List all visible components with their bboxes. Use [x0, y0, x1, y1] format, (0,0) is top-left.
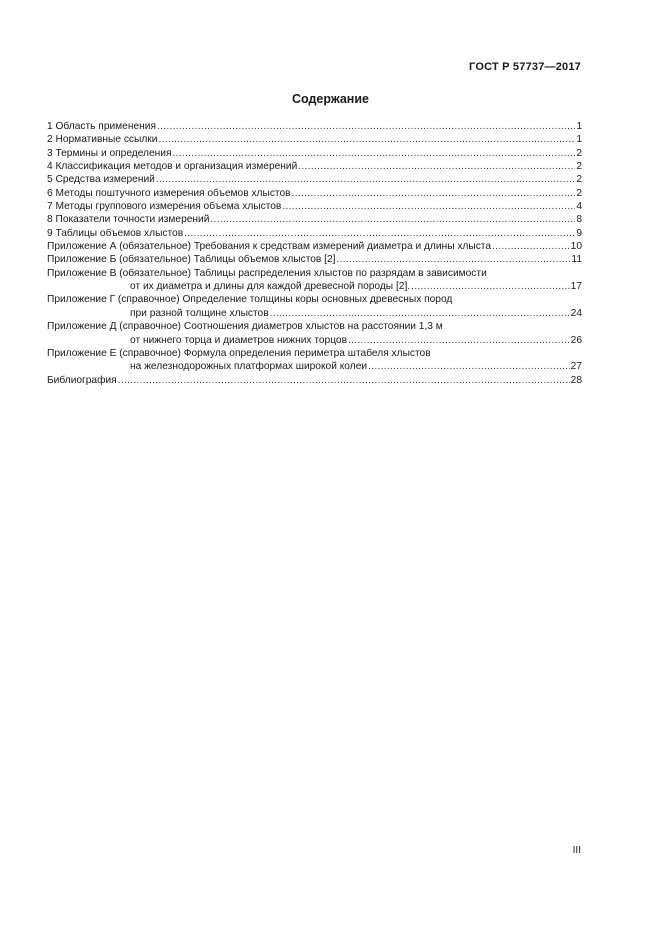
toc-entry-page: 10 [570, 241, 582, 253]
toc-entry[interactable] [47, 267, 582, 294]
toc-title: Содержание [291, 92, 369, 106]
toc-entry-text: Приложение А (обязательное) Требования к средствам измерений диаметра и длины хлыста [47, 241, 492, 253]
toc-leader-dots [270, 307, 570, 320]
toc-leader-dots [172, 147, 575, 160]
toc-leader-dots [492, 240, 570, 253]
toc-entry-text-continuation: на железнодорожных платформах широкой колеи [130, 361, 368, 373]
toc-entry-page: 28 [570, 374, 582, 386]
toc-entry-text: Приложение Г (справочное) Определение толщины коры основных древесных пород [47, 294, 453, 306]
toc-entry-page: 11 [571, 254, 582, 266]
toc-entry-text: Приложение Б (обязательное) Таблицы объемов хлыстов [2] [47, 254, 336, 266]
toc-entry-text-continuation: от нижнего торца и диаметров нижних торцов [130, 334, 348, 346]
toc-entry[interactable] [47, 120, 582, 133]
table-of-contents [47, 120, 582, 387]
toc-entry-text: 3 Термины и определения [47, 147, 172, 159]
toc-entry-text: Приложение Д (справочное) Соотношения диаметров хлыстов на расстоянии 1,3 м [47, 321, 443, 333]
toc-entry[interactable] [47, 320, 582, 347]
toc-entry-page: 27 [570, 361, 582, 373]
toc-leader-dots [368, 360, 570, 373]
toc-leader-dots [158, 133, 575, 146]
toc-entry-page: 9 [576, 227, 582, 239]
page-number: III [572, 845, 581, 856]
toc-entry[interactable] [47, 147, 582, 160]
toc-entry-page: 17 [570, 281, 582, 293]
toc-entry-text: Библиография [47, 374, 117, 386]
toc-entry-text-continuation: при разной толщине хлыстов [130, 307, 269, 319]
toc-entry-page: 2 [576, 147, 582, 159]
document-code: ГОСТ Р 57737—2017 [469, 61, 581, 73]
toc-entry-page: 26 [570, 334, 582, 346]
toc-entry[interactable] [47, 253, 582, 266]
toc-entry-page: 1 [576, 121, 582, 132]
toc-entry[interactable] [47, 213, 582, 226]
toc-leader-dots [157, 120, 575, 133]
toc-leader-dots [184, 227, 575, 240]
toc-entry[interactable] [47, 200, 582, 213]
toc-entry-text: Приложение В (обязательное) Таблицы распределения хлыстов по разрядам в зависимости [47, 267, 487, 279]
toc-leader-dots [210, 213, 575, 226]
toc-entry[interactable] [47, 293, 582, 320]
toc-entry[interactable] [47, 133, 582, 146]
toc-entry[interactable] [47, 374, 582, 387]
toc-leader-dots [292, 187, 576, 200]
toc-entry-page: 8 [576, 214, 582, 226]
toc-entry-page: 4 [576, 201, 582, 213]
toc-leader-dots [348, 334, 570, 347]
toc-entry-text: 9 Таблицы объемов хлыстов [47, 227, 184, 239]
toc-entry-text: Приложение Е (справочное) Формула определения периметра штабеля хлыстов [47, 347, 431, 359]
toc-entry-text-continuation: от их диаметра и длины для каждой древесной породы [2]. [130, 281, 411, 293]
toc-entry-text: 1 Область применения [47, 121, 156, 132]
toc-leader-dots [282, 200, 575, 213]
toc-entry-page: 24 [570, 307, 582, 319]
toc-entry-text: 4 Классификация методов и организация измерений [47, 161, 298, 173]
toc-entry[interactable] [47, 173, 582, 186]
toc-leader-dots [118, 374, 570, 387]
toc-entry[interactable] [47, 240, 582, 253]
toc-leader-dots [298, 160, 575, 173]
toc-entry-text: 2 Нормативные ссылки [47, 134, 158, 146]
toc-entry[interactable] [47, 227, 582, 240]
toc-entry-text: 7 Методы группового измерения объема хлыстов [47, 201, 282, 213]
toc-entry[interactable] [47, 187, 582, 200]
toc-entry-page: 1 [576, 134, 582, 146]
toc-entry-text: 5 Средства измерений [47, 174, 155, 186]
toc-entry[interactable] [47, 160, 582, 173]
toc-entry-page: 2 [576, 161, 582, 173]
toc-leader-dots [337, 253, 571, 266]
toc-entry[interactable] [47, 347, 582, 374]
toc-entry-text: 8 Показатели точности измерений [47, 214, 210, 226]
toc-leader-dots [156, 173, 575, 186]
toc-entry-text: 6 Методы поштучного измерения объемов хлыстов [47, 187, 291, 199]
toc-entry-page: 2 [576, 187, 582, 199]
toc-leader-dots [411, 280, 570, 293]
toc-entry-page: 2 [576, 174, 582, 186]
